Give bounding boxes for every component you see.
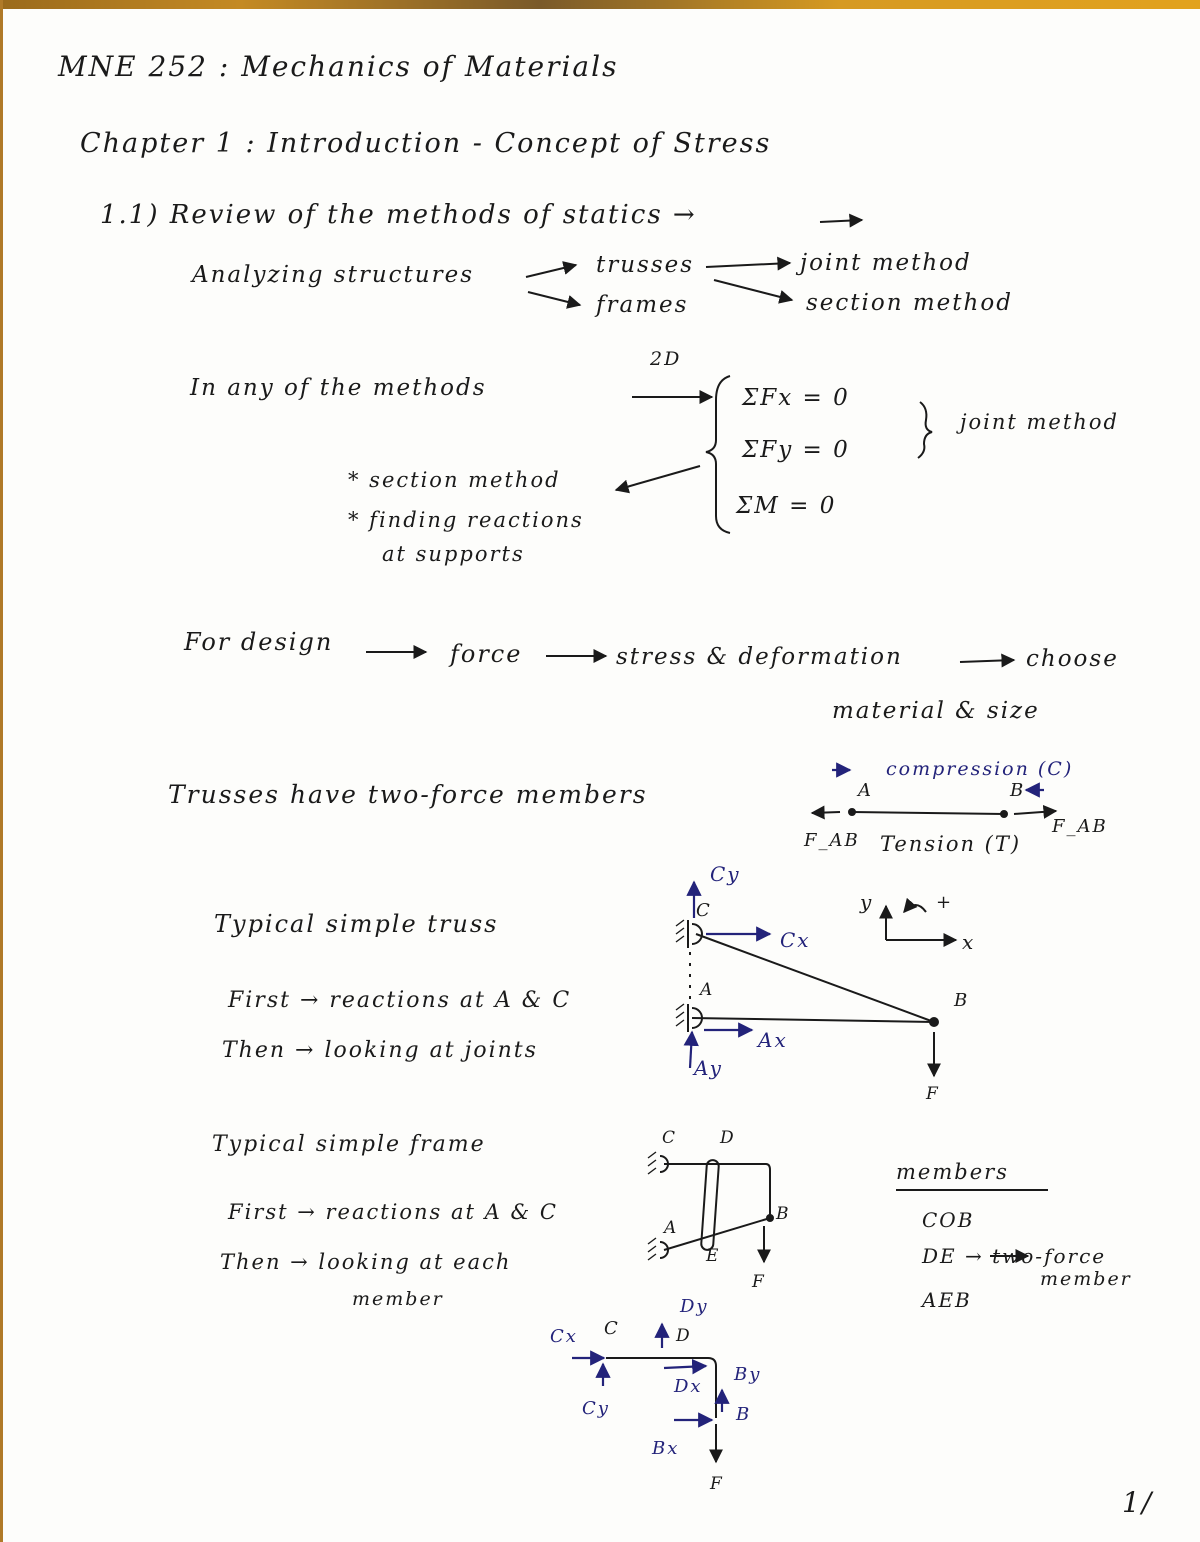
heading-arrow bbox=[820, 220, 862, 222]
force-fab-right: F_AB bbox=[1052, 816, 1108, 837]
truss-label-ay: Ay bbox=[694, 1056, 723, 1080]
axis-y-label: y bbox=[860, 890, 874, 914]
truss-step1: First → reactions at A & C bbox=[228, 988, 572, 1013]
chapter-title: Chapter 1 : Introduction - Concept of Stress bbox=[80, 128, 772, 159]
fbd-label-cx: Cx bbox=[550, 1326, 578, 1347]
analyzing-label: Analyzing structures bbox=[192, 262, 475, 288]
branch-frames: frames bbox=[596, 292, 689, 318]
fbd-label-dx: Dx bbox=[674, 1376, 703, 1397]
fbd-label-dy: Dy bbox=[680, 1296, 709, 1317]
frame-label-b: B bbox=[776, 1204, 791, 1224]
frame-label-e: E bbox=[706, 1246, 721, 1266]
frame-step2: Then → looking at each bbox=[220, 1250, 512, 1274]
branch-trusses: trusses bbox=[596, 252, 695, 278]
point-a: A bbox=[858, 780, 873, 801]
equilibrium-lead: In any of the methods bbox=[190, 375, 487, 401]
truss-label-f: F bbox=[926, 1084, 940, 1104]
moment-sign: + bbox=[936, 892, 954, 913]
compression-label: compression (C) bbox=[886, 758, 1074, 780]
members-heading: members bbox=[896, 1160, 1009, 1184]
equation-fx: ΣFx = 0 bbox=[742, 385, 850, 411]
fbd-label-f: F bbox=[710, 1474, 724, 1494]
frame-title: Typical simple frame bbox=[212, 1132, 486, 1157]
member-cob: COB bbox=[922, 1208, 975, 1232]
design-lead: For design bbox=[184, 628, 334, 656]
force-fab-left: F_AB bbox=[804, 830, 860, 851]
truss-label-c: C bbox=[696, 900, 712, 921]
design-step-force: force bbox=[450, 640, 523, 668]
fbd-label-c: C bbox=[604, 1318, 620, 1339]
frame-label-d: D bbox=[720, 1128, 736, 1148]
design-continuation: material & size bbox=[832, 698, 1040, 724]
design-step-stress: stress & deformation bbox=[616, 644, 903, 670]
section-method: section method bbox=[806, 290, 1013, 316]
two-force-statement: Trusses have two-force members bbox=[168, 780, 648, 809]
truss-label-b: B bbox=[954, 990, 970, 1011]
frame-label-c: C bbox=[662, 1128, 678, 1148]
truss-label-cy: Cy bbox=[710, 862, 741, 886]
frame-step1: First → reactions at A & C bbox=[228, 1200, 558, 1224]
truss-label-cx: Cx bbox=[780, 928, 811, 952]
truss-title: Typical simple truss bbox=[214, 910, 499, 938]
fbd-label-by: By bbox=[734, 1364, 762, 1385]
frame-label-f: F bbox=[752, 1272, 766, 1292]
truss-label-ax: Ax bbox=[758, 1028, 788, 1052]
point-b: B bbox=[1010, 780, 1026, 801]
fbd-label-b: B bbox=[736, 1404, 752, 1425]
member-de: DE → two-force bbox=[922, 1244, 1107, 1268]
fbd-label-cy: Cy bbox=[582, 1398, 610, 1419]
axis-x-label: x bbox=[962, 930, 976, 954]
frame-label-a: A bbox=[664, 1218, 679, 1238]
fbd-label-d: D bbox=[676, 1326, 692, 1346]
frame-step2-cont: member bbox=[352, 1288, 444, 1310]
joint-method-note: joint method bbox=[960, 410, 1119, 434]
truss-label-a: A bbox=[700, 980, 715, 1000]
use-at-supports: at supports bbox=[382, 542, 525, 566]
use-finding-reactions: * finding reactions bbox=[348, 508, 584, 532]
equation-fy: ΣFy = 0 bbox=[742, 437, 850, 463]
fbd-label-bx: Bx bbox=[652, 1438, 680, 1459]
page-number: 1/ bbox=[1122, 1486, 1154, 1519]
member-aeb: AEB bbox=[922, 1288, 972, 1312]
design-step-choose: choose bbox=[1026, 646, 1119, 672]
equation-m: ΣM = 0 bbox=[736, 493, 837, 519]
tension-label: Tension (T) bbox=[880, 832, 1022, 856]
course-title: MNE 252 : Mechanics of Materials bbox=[58, 50, 619, 83]
use-section-method: * section method bbox=[348, 468, 561, 492]
truss-step2: Then → looking at joints bbox=[222, 1038, 538, 1063]
member-de-note: member bbox=[1040, 1268, 1132, 1290]
section-heading: 1.1) Review of the methods of statics → bbox=[100, 200, 697, 230]
joint-method: joint method bbox=[800, 250, 972, 276]
dimension-label: 2D bbox=[650, 348, 682, 370]
